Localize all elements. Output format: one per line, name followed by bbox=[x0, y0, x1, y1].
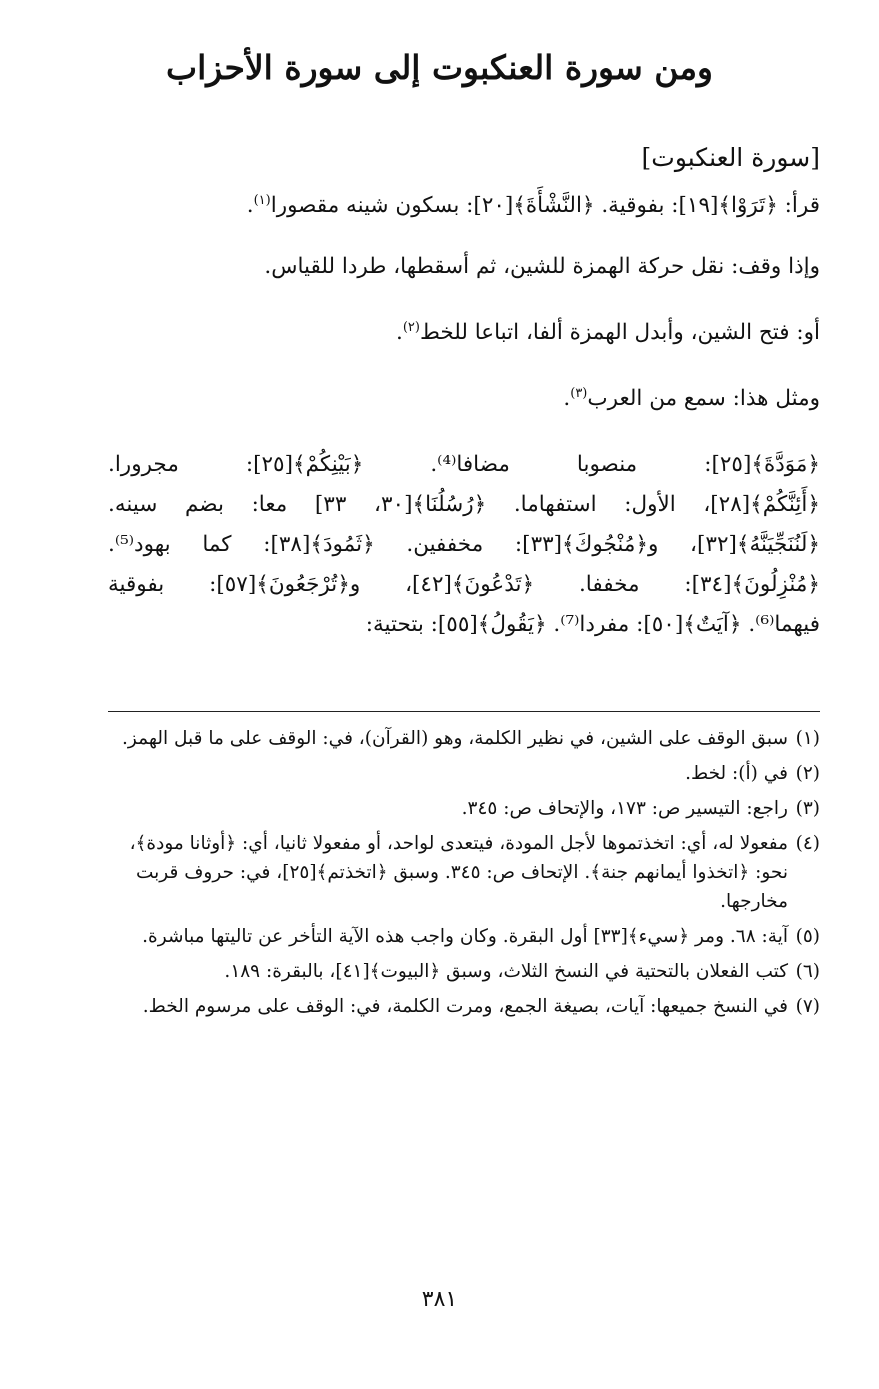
paragraph-1 bbox=[108, 186, 820, 221]
readings-line-2: ﴿أَئِنَّكُمْ﴾[٢٨]، الأول: استفهاما. ﴿رُسُلُنَا﴾[٣٠، ٣٣] معا: بضم سينه. bbox=[108, 492, 820, 518]
footnote-divider bbox=[108, 711, 820, 712]
footnote-4 bbox=[108, 829, 820, 916]
footnote-number: (٦) bbox=[795, 961, 820, 982]
section-title: [سورة العنكبوت] bbox=[641, 143, 820, 172]
footnote-text: في (أ): لخط. bbox=[685, 763, 788, 784]
footnote-6 bbox=[108, 957, 820, 986]
paragraph-4-end: . bbox=[563, 386, 571, 412]
readings-line-5: فيهما⁽⁶⁾. ﴿آيَتٌ﴾[٥٠]: مفردا⁽⁷⁾. ﴿يَقُولُ﴾[٥٥]: بتحتية: bbox=[365, 612, 820, 638]
page-number: ٣٨١ bbox=[421, 1287, 458, 1312]
paragraph-2: وإذا وقف: نقل حركة الهمزة للشين، ثم أسقطها، طردا للقياس. bbox=[264, 254, 820, 280]
footnote-text: مفعولا له، أي: اتخذتموها لأجل المودة، فيتعدى لواحد، أو مفعولا ثانيا، أي: ﴿أوثانا مودة﴾، نحو: ﴿اتخذوا أيمانهم جنة﴾. الإتحاف ص: ٣٤٥. وسبق ﴿اتخذتم﴾[٢٥]، في: حروف قربت مخارجها. bbox=[129, 833, 788, 912]
paragraph-1-text: قرأ: ﴿تَرَوْا﴾[١٩]: بفوقية. ﴿النَّشْأَةَ﴾[٢٠]: بسكون شينه مقصورا bbox=[270, 193, 820, 219]
footnote-number: (٢) bbox=[795, 763, 820, 784]
readings-line-1: ﴿مَوَدَّةَ﴾[٢٥]: منصوبا مضافا⁽⁴⁾. ﴿بَيْنِكُمْ﴾[٢٥]: مجرورا. bbox=[108, 452, 820, 478]
footnote-number: (١) bbox=[795, 728, 820, 749]
footnote-text: سبق الوقف على الشين، في نظير الكلمة، وهو (القرآن)، في: الوقف على ما قبل الهمز. bbox=[122, 728, 788, 749]
footnote-ref-2: (٢) bbox=[402, 320, 420, 336]
main-text bbox=[108, 138, 820, 645]
footnote-5 bbox=[108, 922, 820, 951]
footnote-number: (٧) bbox=[795, 996, 820, 1017]
footnote-text: في النسخ جميعها: آيات، بصيغة الجمع، ومرت الكلمة، في: الوقف على مرسوم الخط. bbox=[142, 996, 788, 1017]
paragraph-4-text: ومثل هذا: سمع من العرب bbox=[587, 386, 820, 412]
page-title: ومن سورة العنكبوت إلى سورة الأحزاب bbox=[166, 48, 713, 87]
paragraph-4 bbox=[108, 379, 820, 414]
readings-line-4: ﴿مُنْزِلُونَ﴾[٣٤]: مخففا. ﴿تَدْعُونَ﴾[٤٢]، و﴿تُرْجَعُونَ﴾[٥٧]: بفوقية bbox=[108, 572, 820, 598]
footnote-3 bbox=[108, 794, 820, 823]
footnote-number: (٣) bbox=[795, 798, 820, 819]
footnote-number: (٤) bbox=[795, 833, 820, 854]
footnotes bbox=[108, 724, 820, 1027]
footnote-text: راجع: التيسير ص: ١٧٣، والإتحاف ص: ٣٤٥. bbox=[461, 798, 788, 819]
footnote-text: آية: ٦٨. ومر ﴿سيء﴾[٣٣] أول البقرة. وكان واجب هذه الآية التأخر عن تاليتها مباشرة. bbox=[142, 926, 788, 947]
footnote-2 bbox=[108, 759, 820, 788]
paragraph-3-text: أو: فتح الشين، وأبدل الهمزة ألفا، اتباعا للخط bbox=[419, 320, 820, 346]
paragraph-3 bbox=[108, 313, 820, 348]
footnote-7 bbox=[108, 992, 820, 1021]
footnote-text: كتب الفعلان بالتحتية في النسخ الثلاث، وسبق ﴿البيوت﴾[٤١]، بالبقرة: ١٨٩. bbox=[224, 961, 788, 982]
footnote-number: (٥) bbox=[795, 926, 820, 947]
footnote-1 bbox=[108, 724, 820, 753]
readings-line-3: ﴿لَنُنَجِّيَنَّهُ﴾[٣٢]، و﴿مُنْجُوكَ﴾[٣٣]: مخففين. ﴿ثَمُودَ﴾[٣٨]: كما بهود⁽⁵⁾. bbox=[108, 532, 820, 558]
footnote-ref-3: (٣) bbox=[570, 386, 588, 402]
paragraph-1-end: . bbox=[246, 193, 254, 219]
footnote-ref-1: (١) bbox=[253, 193, 271, 208]
paragraph-3-end: . bbox=[395, 320, 403, 346]
